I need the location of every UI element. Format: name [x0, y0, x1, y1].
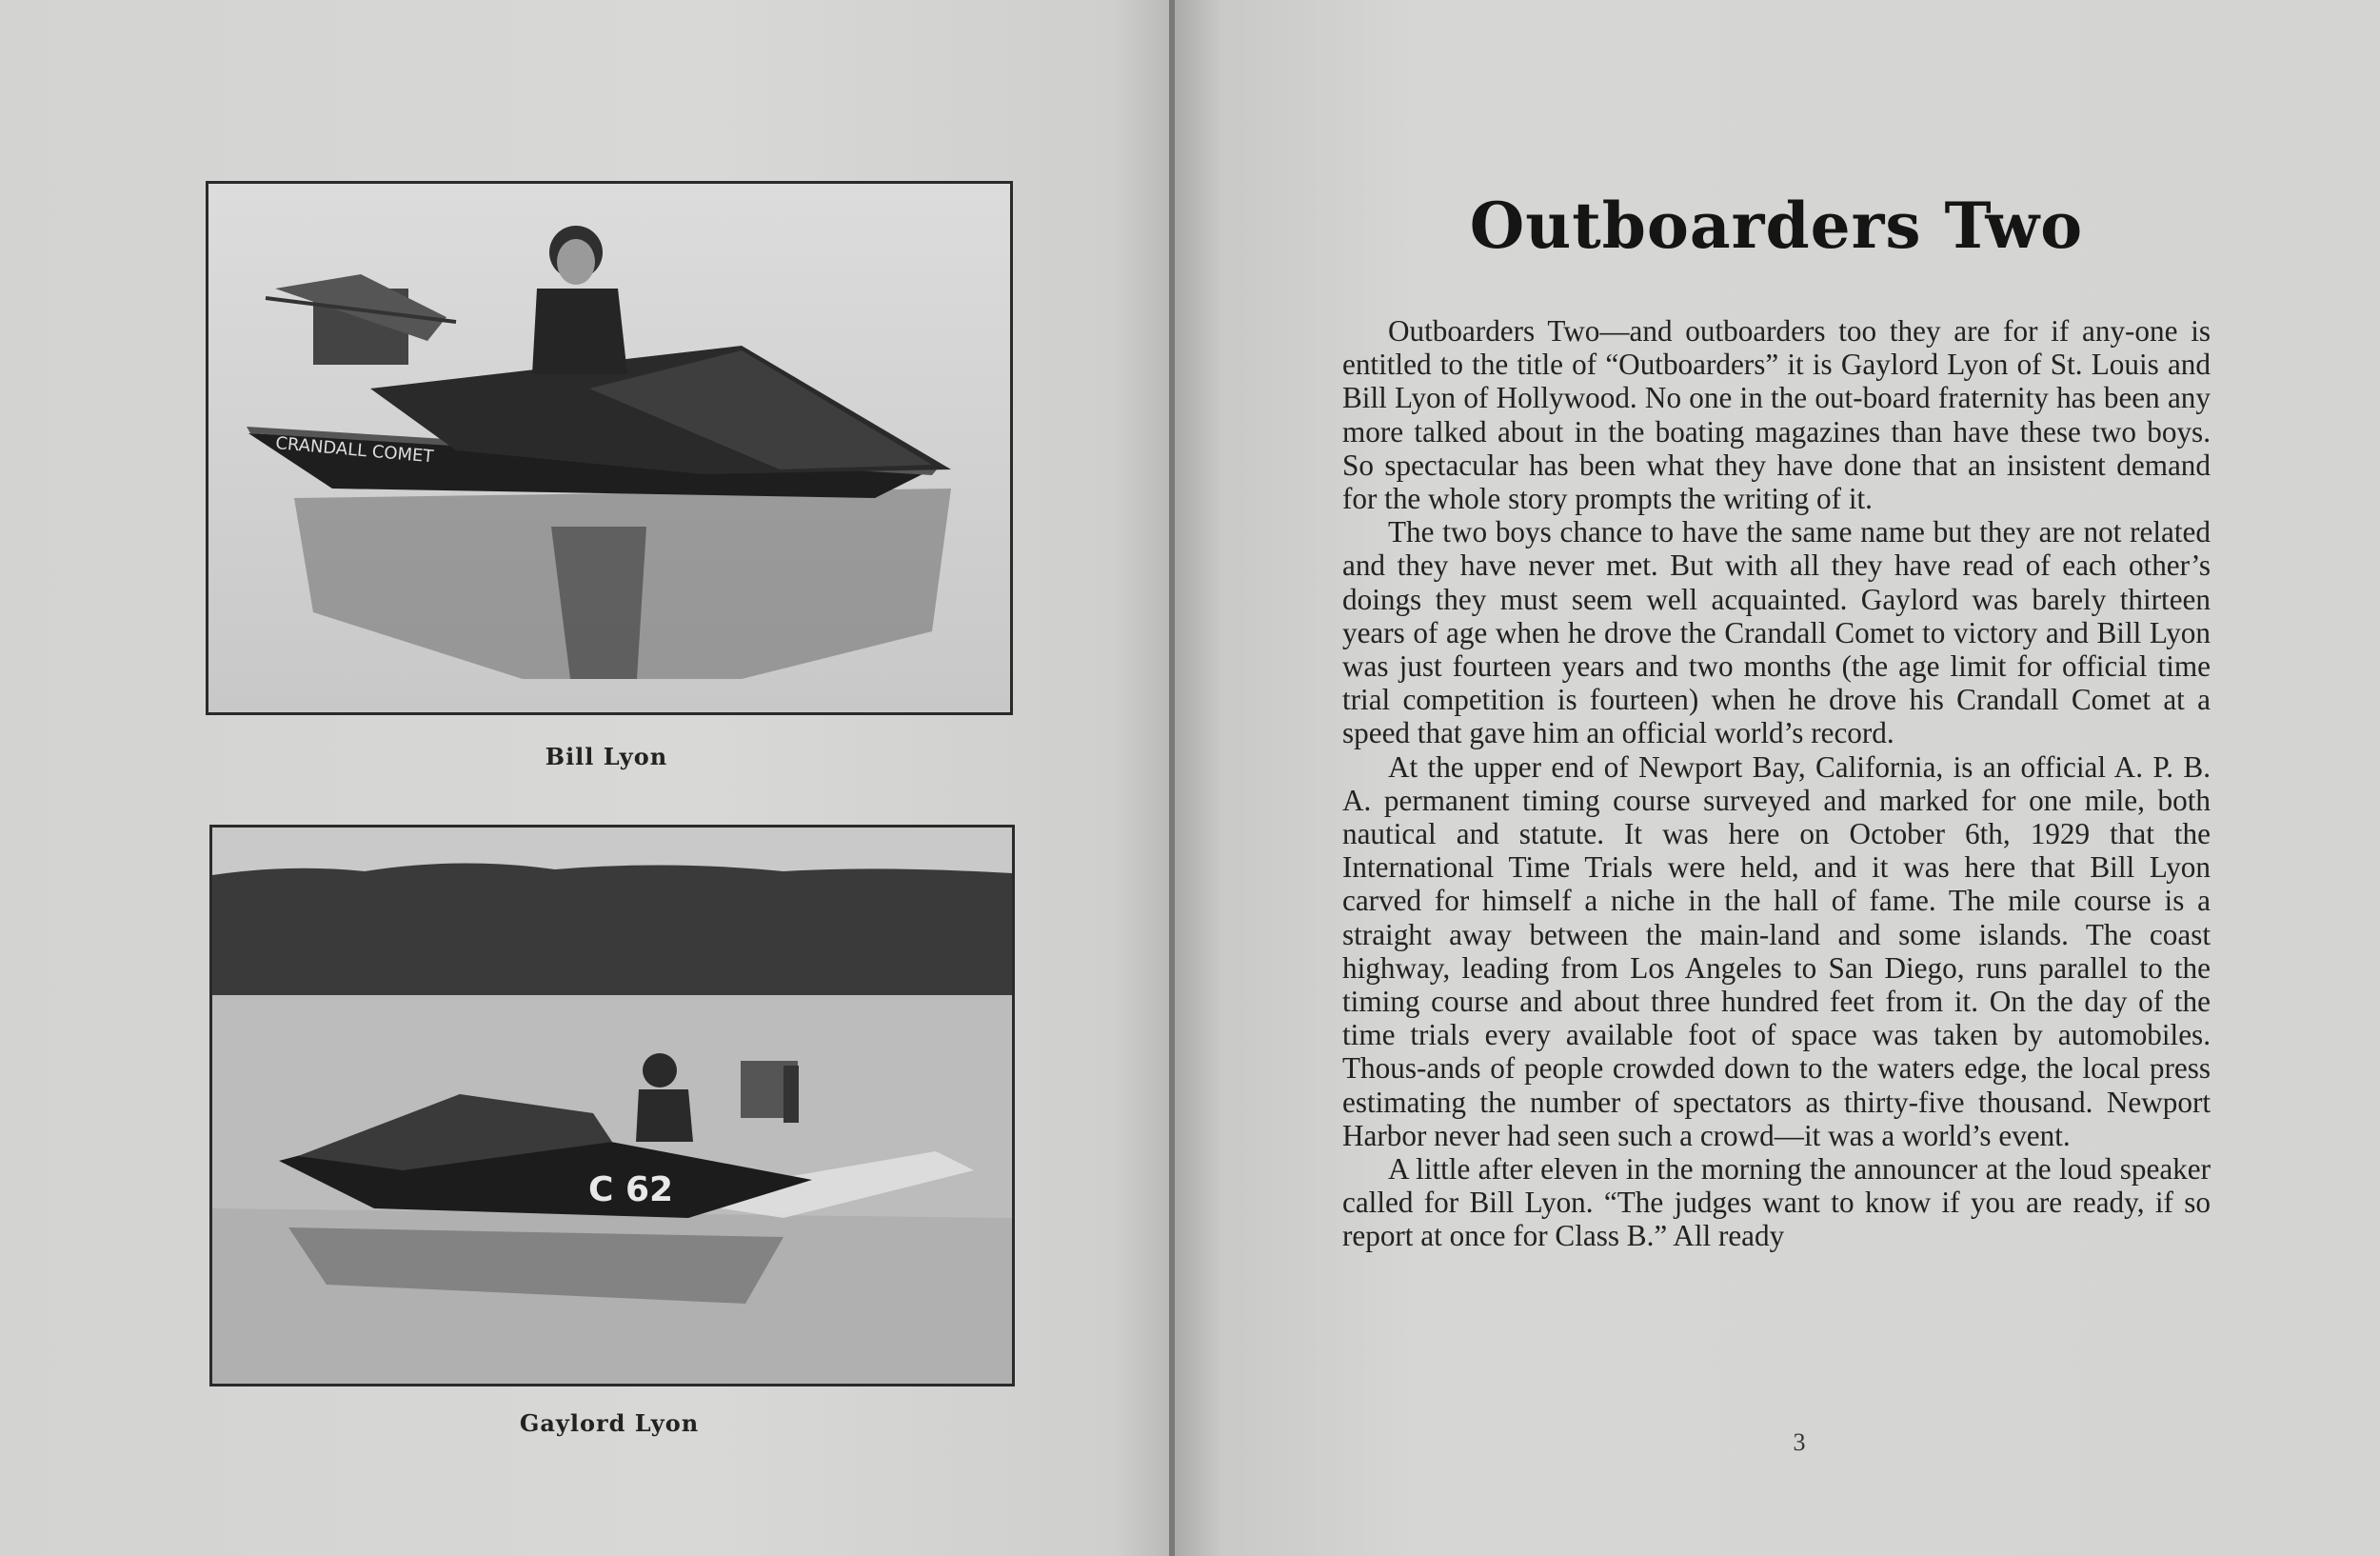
hull-lettering-2	[588, 1170, 673, 1209]
paragraph: Outboarders Two—and outboarders too they are for if any-one is entitled to the title of “Outboarders” it is Gaylord Lyon of St. Louis and Bill Lyon of Hollywood. No one in the out-board fraternity has been any more talked about in the boating magazines than have these two boys. So spectacular has been what they have done that an insistent demand for the whole story prompts the writing of it.	[1342, 314, 2211, 516]
svg-text:CRANDALL COMET: CRANDALL COMET	[274, 433, 435, 468]
boat-photo-icon	[212, 828, 1012, 1384]
photo-gaylord-lyon	[209, 825, 1015, 1386]
paragraph: The two boys chance to have the same name but they are not related and they have never met. But with all they have read of each other’s doings they must seem well acquainted. Gaylord was barely thirteen years of age when he drove the Crandall Comet to victory and Bill Lyon was just fourteen years and two months (the age limit for official time trial competition is fourteen) when he drove his Crandall Comet at a speed that gave him an official world’s record.	[1342, 515, 2211, 750]
caption-bill-lyon: Bill Lyon	[545, 743, 668, 770]
paragraph: A little after eleven in the morning the announcer at the loud speaker called for Bill Lyon. “The judges want to know if you are ready, if so report at once for Class B.” All ready	[1342, 1152, 2211, 1253]
boat-photo-icon	[208, 184, 1010, 712]
paragraph: At the upper end of Newport Bay, California, is an official A. P. B. A. permanent timing course surveyed and marked for one mile, both nautical and statute. It was here on October 6th, 1929 that the International Time Trials were held, and it was here that Bill Lyon carved for himself a niche in the hall of fame. The mile course is a straight away between the main-land and some islands. The coast highway, leading from Los Angeles to San Diego, runs parallel to the timing course and about three hundred feet from it. On the day of the time trials every available foot of space was taken by automobiles. Thous-ands of people crowded down to the waters edge, the local press estimating the number of spectators as thirty-five thousand. Newport Harbor never had seen such a crowd—it was a world’s event.	[1342, 749, 2211, 1152]
caption-gaylord-lyon: Gaylord Lyon	[519, 1409, 700, 1437]
page-number: 3	[1793, 1428, 1806, 1456]
article-body	[1342, 314, 2211, 1253]
photo-bill-lyon	[206, 181, 1013, 715]
page-title: Outboarders Two	[1469, 189, 2084, 263]
svg-text:C 62: C 62	[588, 1170, 674, 1209]
